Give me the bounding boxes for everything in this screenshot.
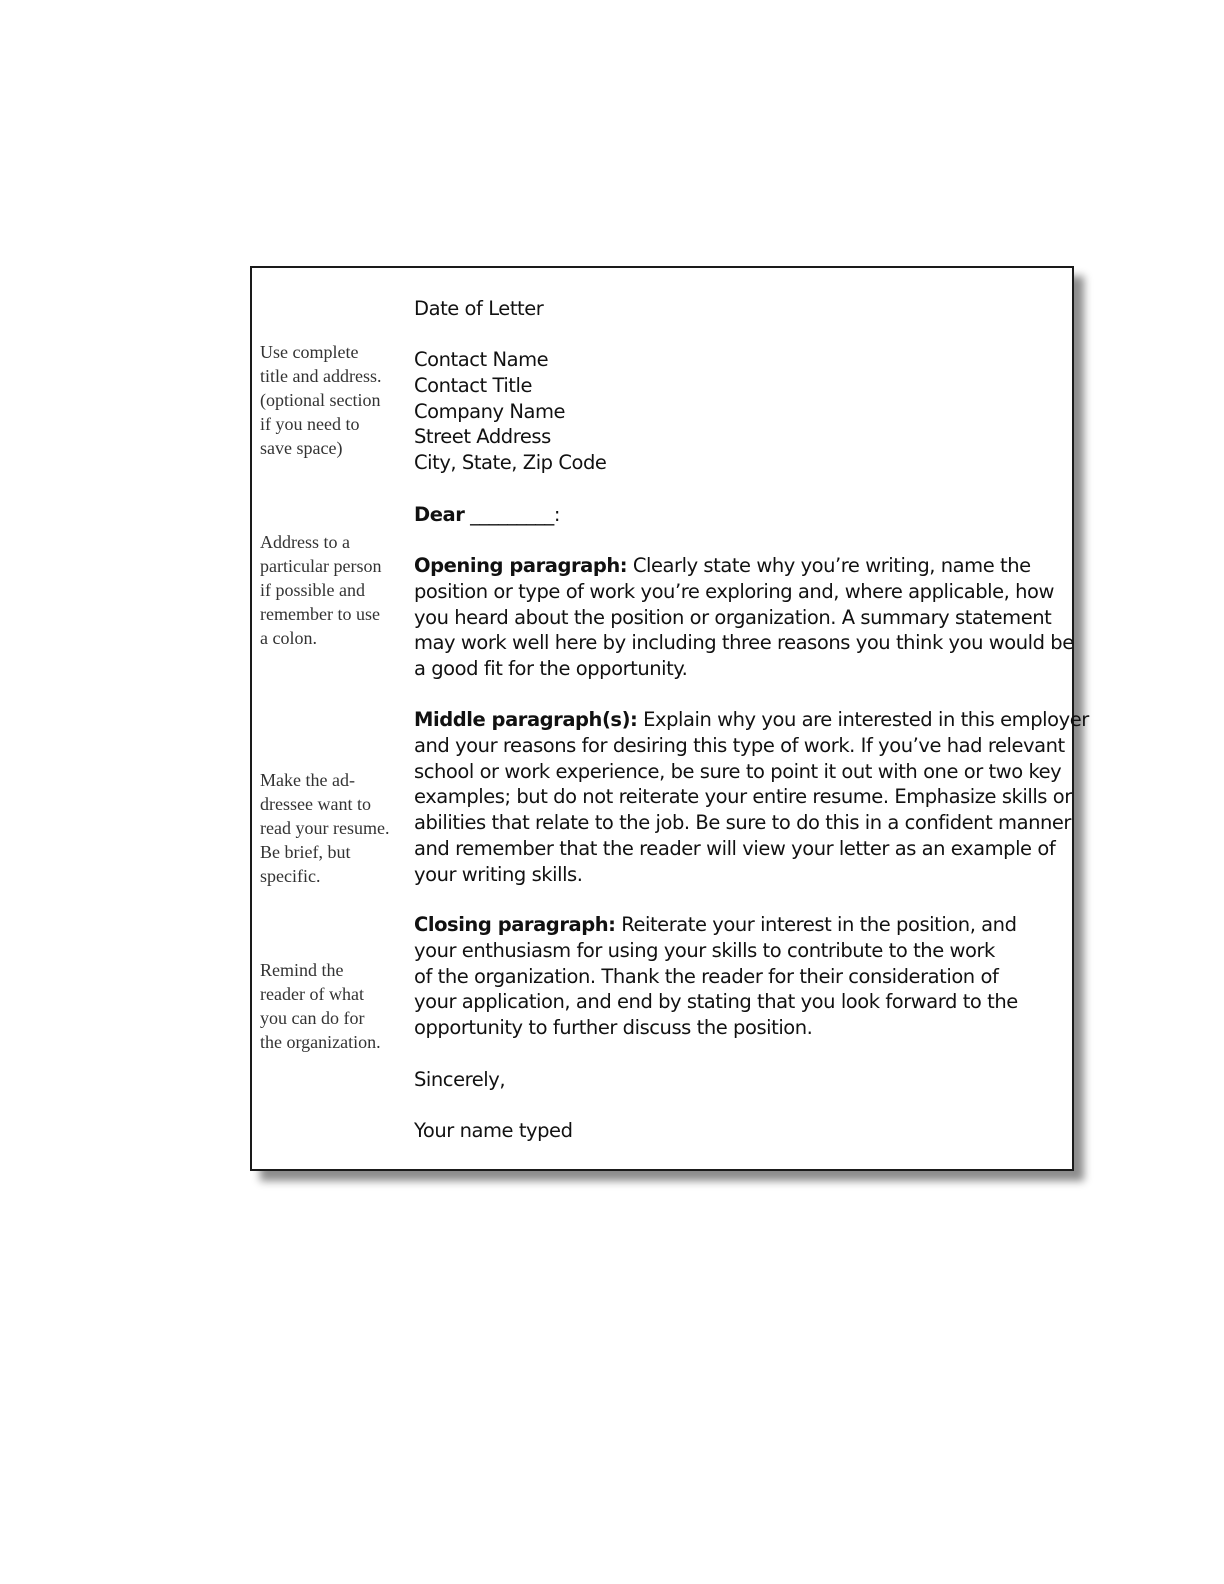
- date-line: Date of Letter: [414, 297, 544, 320]
- paragraph-line: you heard about the position or organization. A summary statement: [414, 605, 1052, 629]
- salutation-line: [414, 502, 560, 528]
- note-line: remember to use: [260, 604, 380, 624]
- note-line: you can do for: [260, 1008, 365, 1028]
- note-line: read your resume.: [260, 818, 390, 838]
- middle-heading: Middle paragraph(s):: [414, 708, 638, 731]
- note-line: specific.: [260, 866, 321, 886]
- note-line: title and address.: [260, 366, 382, 386]
- note-line: the organization.: [260, 1032, 381, 1052]
- address-margin-note: [260, 340, 410, 460]
- paragraph-line: your application, and end by stating that you look forward to the: [414, 990, 1018, 1014]
- note-line: dressee want to: [260, 794, 371, 814]
- note-line: Address to a: [260, 532, 350, 552]
- note-line: if possible and: [260, 580, 365, 600]
- paragraph-line: may work well here by including three reasons you think you would be: [414, 631, 1074, 655]
- salutation-margin-note: [260, 530, 410, 650]
- sign-off-line: Sincerely,: [414, 1068, 506, 1091]
- paragraph-line: and remember that the reader will view your letter as an example of: [414, 836, 1056, 860]
- paragraph-line: of the organization. Thank the reader for their consideration of: [414, 964, 999, 988]
- note-line: a colon.: [260, 628, 317, 648]
- paragraph-line: [414, 912, 1018, 938]
- salutation-word: Dear: [414, 503, 465, 526]
- note-line: save space): [260, 438, 343, 458]
- closing-heading: Closing paragraph:: [414, 913, 616, 936]
- salutation: [414, 502, 560, 528]
- opening-heading: Opening paragraph:: [414, 554, 628, 577]
- note-line: if you need to: [260, 414, 360, 434]
- address-line: Contact Name: [414, 348, 549, 371]
- note-line: Use complete: [260, 342, 359, 362]
- middle-margin-note: [260, 768, 410, 888]
- paragraph-line: school or work experience, be sure to point it out with one or two key: [414, 759, 1062, 783]
- paragraph-line: your writing skills.: [414, 862, 583, 886]
- paragraph-line: abilities that relate to the job. Be sure to do this in a confident manner: [414, 811, 1071, 835]
- address-line: Contact Title: [414, 373, 533, 397]
- opening-paragraph: [414, 553, 1074, 682]
- paragraph-line: and your reasons for desiring this type of work. If you’ve had relevant: [414, 733, 1065, 757]
- note-line: Be brief, but: [260, 842, 351, 862]
- paragraph-line: a good fit for the opportunity.: [414, 657, 688, 681]
- paragraph-line: examples; but do not reiterate your entire resume. Emphasize skills or: [414, 785, 1072, 809]
- letter-date: [414, 296, 543, 322]
- note-line: (optional section: [260, 390, 381, 410]
- paragraph-line: [414, 707, 1089, 733]
- salutation-blank: _________:: [464, 503, 560, 526]
- sign-off: [414, 1067, 505, 1093]
- paragraph-text: Reiterate your interest in the position, and: [615, 913, 1017, 936]
- note-line: particular person: [260, 556, 382, 576]
- paragraph-line: [414, 553, 1074, 579]
- closing-paragraph: [414, 912, 1018, 1041]
- address-line: City, State, Zip Code: [414, 451, 607, 475]
- note-line: reader of what: [260, 984, 364, 1004]
- recipient-address: [414, 347, 606, 476]
- closing-margin-note: [260, 958, 410, 1054]
- signature: [414, 1118, 573, 1144]
- paragraph-line: opportunity to further discuss the position.: [414, 1016, 813, 1040]
- address-line: Street Address: [414, 425, 551, 449]
- paragraph-line: your enthusiasm for using your skills to contribute to the work: [414, 938, 995, 962]
- middle-paragraph: [414, 707, 1089, 888]
- paragraph-line: position or type of work you’re exploring and, where applicable, how: [414, 579, 1055, 603]
- address-line: Company Name: [414, 399, 566, 423]
- paragraph-text: Clearly state why you’re writing, name the: [627, 554, 1031, 577]
- note-line: Remind the: [260, 960, 344, 980]
- paragraph-text: Explain why you are interested in this employer: [637, 708, 1089, 731]
- signature-line: Your name typed: [414, 1119, 573, 1142]
- note-line: Make the ad-: [260, 770, 355, 790]
